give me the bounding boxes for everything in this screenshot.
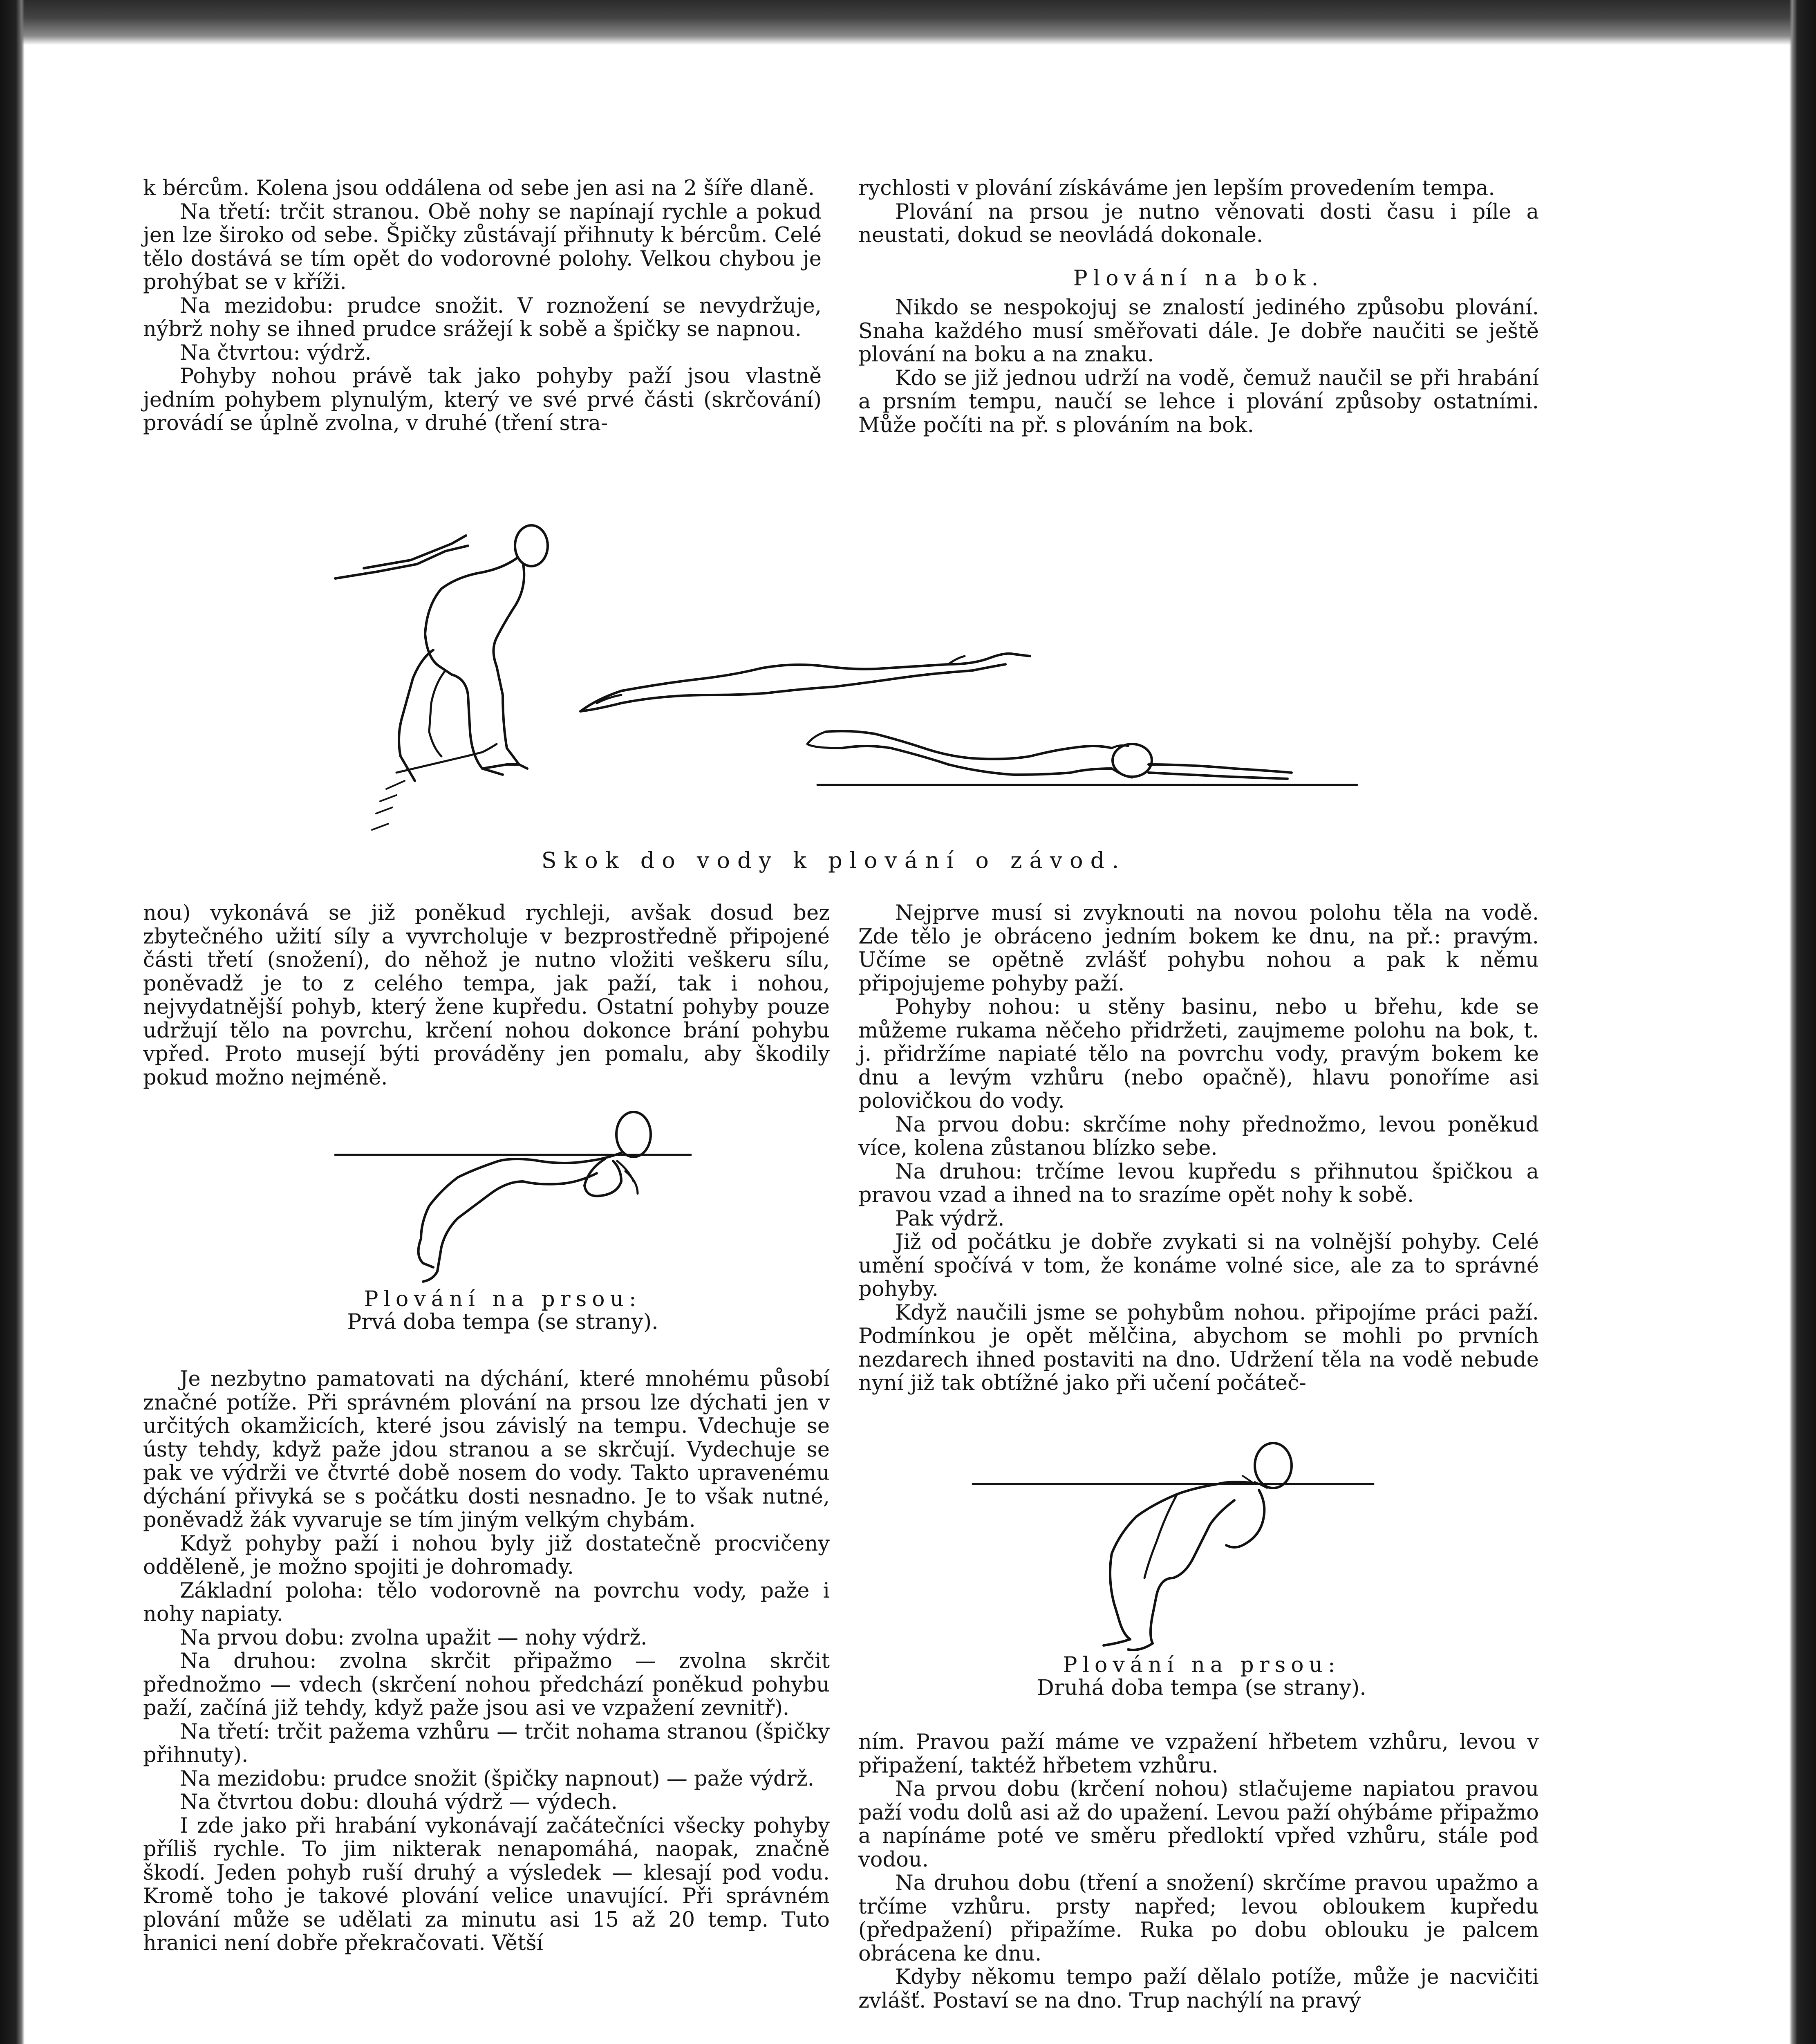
caption-line: Druhá doba tempa (se strany).	[1037, 1676, 1366, 1700]
left-column-bottom	[143, 901, 830, 1089]
illustration-breaststroke-second-phase	[973, 1423, 1382, 1652]
paragraph: Na druhou: zvolna skrčit připažmo — zvolna skrčit přednožmo — vdech (skrčení nohou předchází poněkud pohybu paží, začíná již tehdy, když paže jsou asi ve vzpažení zevnitř).	[143, 1649, 830, 1720]
paragraph: Na mezidobu: prudce snožit (špičky napnout) — paže výdrž.	[180, 1766, 814, 1791]
figure-caption-right	[981, 1654, 1422, 1699]
paragraph: Základní poloha: tělo vodorovně na povrchu vody, paže i nohy napiaty.	[143, 1578, 830, 1626]
paragraph: Nejprve musí si zvyknouti na novou polohu těla na vodě. Zde tělo je obráceno jedním bokem ke dnu, na př.: pravým. Učíme se opětně zvlášť pohybu nohou a pak k němu připojujeme pohyby paží.	[858, 901, 1539, 996]
figure-caption-left	[286, 1288, 719, 1334]
left-column-top	[143, 177, 822, 435]
right-column-top	[858, 177, 1539, 437]
paragraph: Na prvou dobu: zvolna upažit — nohy výdrž.	[180, 1625, 647, 1650]
paragraph: rychlosti v plování získáváme jen lepším provedením tempa.	[858, 176, 1495, 200]
scan-border-top	[0, 0, 1816, 45]
paragraph: Na čtvrtou dobu: dlouhá výdrž — výdech.	[180, 1790, 618, 1814]
section-heading: Plování na bok.	[1073, 266, 1324, 291]
paragraph: Pak výdrž.	[895, 1206, 1005, 1231]
right-column-bottom-2	[858, 1730, 1539, 2013]
paragraph: Je nezbytno pamatovati na dýchání, které mnohému působí značné potíže. Při správném plování na prsou lze dýchati jen v určitých okamžicích, které jsou závislý na tempu. Vdechuje se ústy tehdy, když paže jdou stranou a se skrčují. Vydechuje se pak ve výdrži ve čtvrté době nosem do vody. Takto upravenému dýchání přivyká se s počátku dosti nesnadno. Je to však nutné, poněvadž žák vyvaruje se tím jiným velkým chybám.	[143, 1367, 830, 1532]
paragraph: Na druhou: trčíme levou kupředu s přihnutou špičkou a pravou vzad a ihned na to srazíme opět nohy k sobě.	[858, 1159, 1539, 1207]
paragraph: Pohyby nohou právě tak jako pohyby paží jsou vlastně jedním pohybem plynulým, který ve své prvé části (skrčování) provádí se úplně zvolna, v druhé (tření stra-	[143, 364, 822, 435]
paragraph: Když pohyby paží i nohou byly již dostatečně procvičeny odděleně, je možno spojiti je dohromady.	[143, 1531, 830, 1579]
paragraph: Když naučili jsme se pohybům nohou. připojíme práci paží. Podmínkou je opět mělčina, abychom se mohli po prvních nezdarech ihned postaviti na dno. Udržení těla na vodě nebude nyní již tak obtížné jako při učení počáteč-	[858, 1300, 1539, 1395]
paragraph: nou) vykonává se již poněkud rychleji, avšak dosud bez zbytečného užití síly a vyvrcholuje v bezprostředně připojené části třetí (snožení), do něhož je nutno vložiti veškeru sílu, poněvadž je to z celého tempa, jak paží, tak i nohou, nejvydatnější pohyb, který žene kupředu. Ostatní pohyby pouze udržují tělo na povrchu, krčení nohou dokonce brání pohybu vpřed. Proto musejí býti prováděny jen pomalu, aby škodily pokud možno nejméně.	[143, 901, 830, 1090]
caption-line: Plování na prsou:	[1063, 1653, 1341, 1677]
paragraph: Na mezidobu: prudce snožit. V roznožení se nevydržuje, nýbrž nohy se ihned prudce srážejí k sobě a špičky se napnou.	[143, 294, 822, 341]
paragraph: Na třetí: trčit stranou. Obě nohy se napínají rychle a pokud jen lze široko od sebe. Špičky zůstávají přihnuty k bércům. Celé tělo dostává se tím opět do vodorovné polohy. Velkou chybou je prohýbat se v kříži.	[143, 199, 822, 294]
paragraph: Na prvou dobu: skrčíme nohy přednožmo, levou poněkud více, kolena zůstanou blízko sebe.	[858, 1112, 1539, 1160]
scan-border-left	[0, 0, 25, 2044]
illustration-dive-start	[311, 503, 1373, 838]
scan-border-right	[1789, 0, 1816, 2044]
paragraph: Již od počátku je dobře zvykati si na volnější pohyby. Celé umění spočívá v tom, že konáme volné sice, ale za to správné pohyby.	[858, 1230, 1539, 1301]
caption-line: Prvá doba tempa (se strany).	[347, 1310, 658, 1334]
paragraph: Na čtvrtou: výdrž.	[180, 341, 372, 365]
paragraph: Pohyby nohou: u stěny basinu, nebo u břehu, kde se můžeme rukama něčeho přidržeti, zaujmeme polohu na bok, t. j. přidržíme napiaté tělo na povrchu vody, pravým bokem ke dnu a levým vzhůru (nebo opačně), hlavu ponoříme asi polovičkou do vody.	[858, 995, 1539, 1113]
illustration-breaststroke-first-phase	[335, 1100, 703, 1288]
paragraph: Na třetí: trčit pažema vzhůru — trčit nohama stranou (špičky přihnuty).	[143, 1719, 830, 1767]
paragraph: Kdyby někomu tempo paží dělalo potíže, může je nacvičiti zvlášť. Postaví se na dno. Trup nachýlí na pravý	[858, 1965, 1539, 2013]
paragraph: I zde jako při hrabání vykonávají začátečníci všecky pohyby příliš rychle. To jim nikterak nenapomáhá, naopak, značně škodí. Jeden pohyb ruší druhý a výsledek — klesají pod vodu. Kromě toho je takové plování velice unavující. Při správném plování může se udělati za minutu asi 15 až 20 temp. Tuto hranici není dobře překračovati. Větší	[143, 1813, 830, 1955]
caption-line: Plování na prsou:	[364, 1287, 642, 1311]
paragraph: Kdo se již jednou udrží na vodě, čemuž naučil se při hrabání a prsním tempu, naučí se lehce i plování způsoby ostatními. Může počíti na př. s plováním na bok.	[858, 366, 1539, 437]
right-column-bottom	[858, 901, 1539, 1395]
paragraph: ním. Pravou paží máme ve vzpažení hřbetem vzhůru, levou v připažení, taktéž hřbetem vzhůru.	[858, 1730, 1539, 1778]
paragraph: Plování na prsou je nutno věnovati dosti času i píle a neustati, dokud se neovládá dokonale.	[858, 199, 1539, 247]
figure-caption-main: Skok do vody k plování o závod.	[541, 847, 1126, 873]
paragraph: k bércům. Kolena jsou oddálena od sebe jen asi na 2 šíře dlaně.	[143, 176, 815, 200]
left-column-bottom-2	[143, 1367, 830, 1955]
paragraph: Na prvou dobu (krčení nohou) stlačujeme napiatou pravou paží vodu dolů asi až do upažení. Levou paží ohýbáme připažmo a napínáme poté ve směru předloktí vpřed vzhůru, stále pod vodou.	[858, 1777, 1539, 1872]
paragraph: Na druhou dobu (tření a snožení) skrčíme pravou upažmo a trčíme vzhůru. prsty napřed; levou obloukem kupředu (předpažení) připažíme. Ruka po dobu oblouku je palcem obrácena ke dnu.	[858, 1871, 1539, 1966]
paragraph: Nikdo se nespokojuj se znalostí jediného způsobu plování. Snaha každého musí směřovati dále. Je dobře naučiti se ještě plování na boku a na znaku.	[858, 296, 1539, 367]
